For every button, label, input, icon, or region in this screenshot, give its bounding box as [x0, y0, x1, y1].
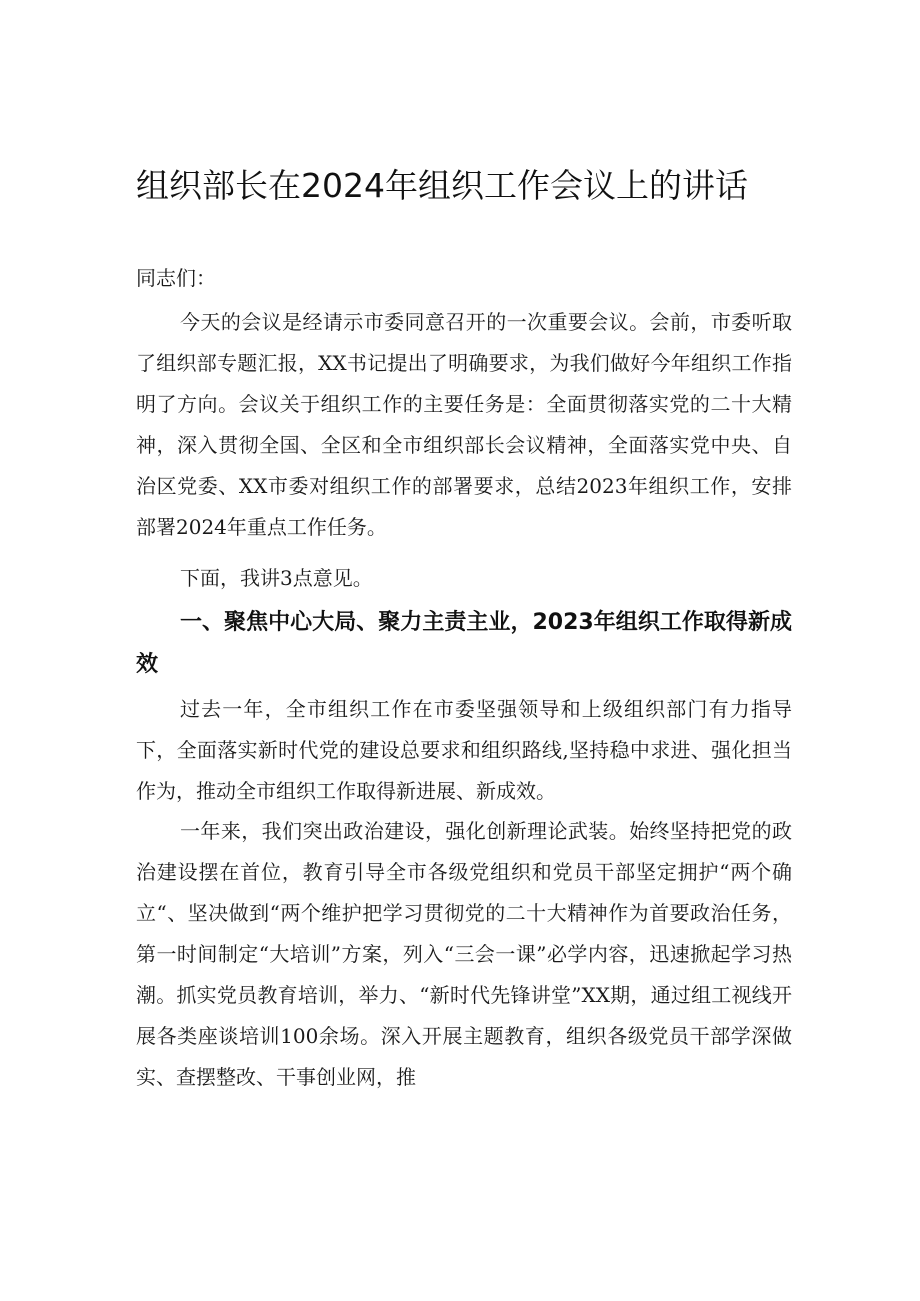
paragraph-review: 过去一年，全市组织工作在市委坚强领导和上级组织部门有力指导下，全面落实新时代党的建设总要求和组织路线,坚持稳中求进、强化担当作为，推动全市组织工作取得新进展、新成效。 — [136, 697, 792, 803]
document-title: 组织部长在2024年组织工作会议上的讲话 — [136, 166, 748, 205]
section-heading-1: 一、聚焦中心大局、聚力主责主业，2023年组织工作取得新成效 — [136, 610, 792, 677]
paragraph-political-building: 一年来，我们突出政治建设，强化创新理论武装。始终坚持把党的政治建设摆在首位，教育引导全市各级党组织和党员干部坚定拥护“两个确立“、坚决做到“两个维护把学习贯彻党的二十大精神作为首要政治任务，第一时间制定“大培训”方案，列入“三会一课”必学内容，迅速掀起学习热潮。抓实党员教育培训，举力、“新时代先锋讲堂”XX期，通过组工视线开展各类座谈培训100余场。深入开展主题教育，组织各级党员干部学深做实、查摆整改、干事创业网，推 — [136, 819, 792, 1089]
salutation: 同志们： — [136, 266, 216, 290]
paragraph-outline: 下面，我讲3点意见。 — [180, 566, 373, 590]
paragraph-opening: 今天的会议是经请示市委同意召开的一次重要会议。会前，市委听取了组织部专题汇报，XX书记提出了明确要求，为我们做好今年组织工作指明了方向。会议关于组织工作的主要任务是：全面贯彻落实党的二十大精神，深入贯彻全国、全区和全市组织部长会议精神，全面落实党中央、自治区党委、XX市委对组织工作的部署要求，总结2023年组织工作，安排部署2024年重点工作任务。 — [136, 310, 792, 539]
